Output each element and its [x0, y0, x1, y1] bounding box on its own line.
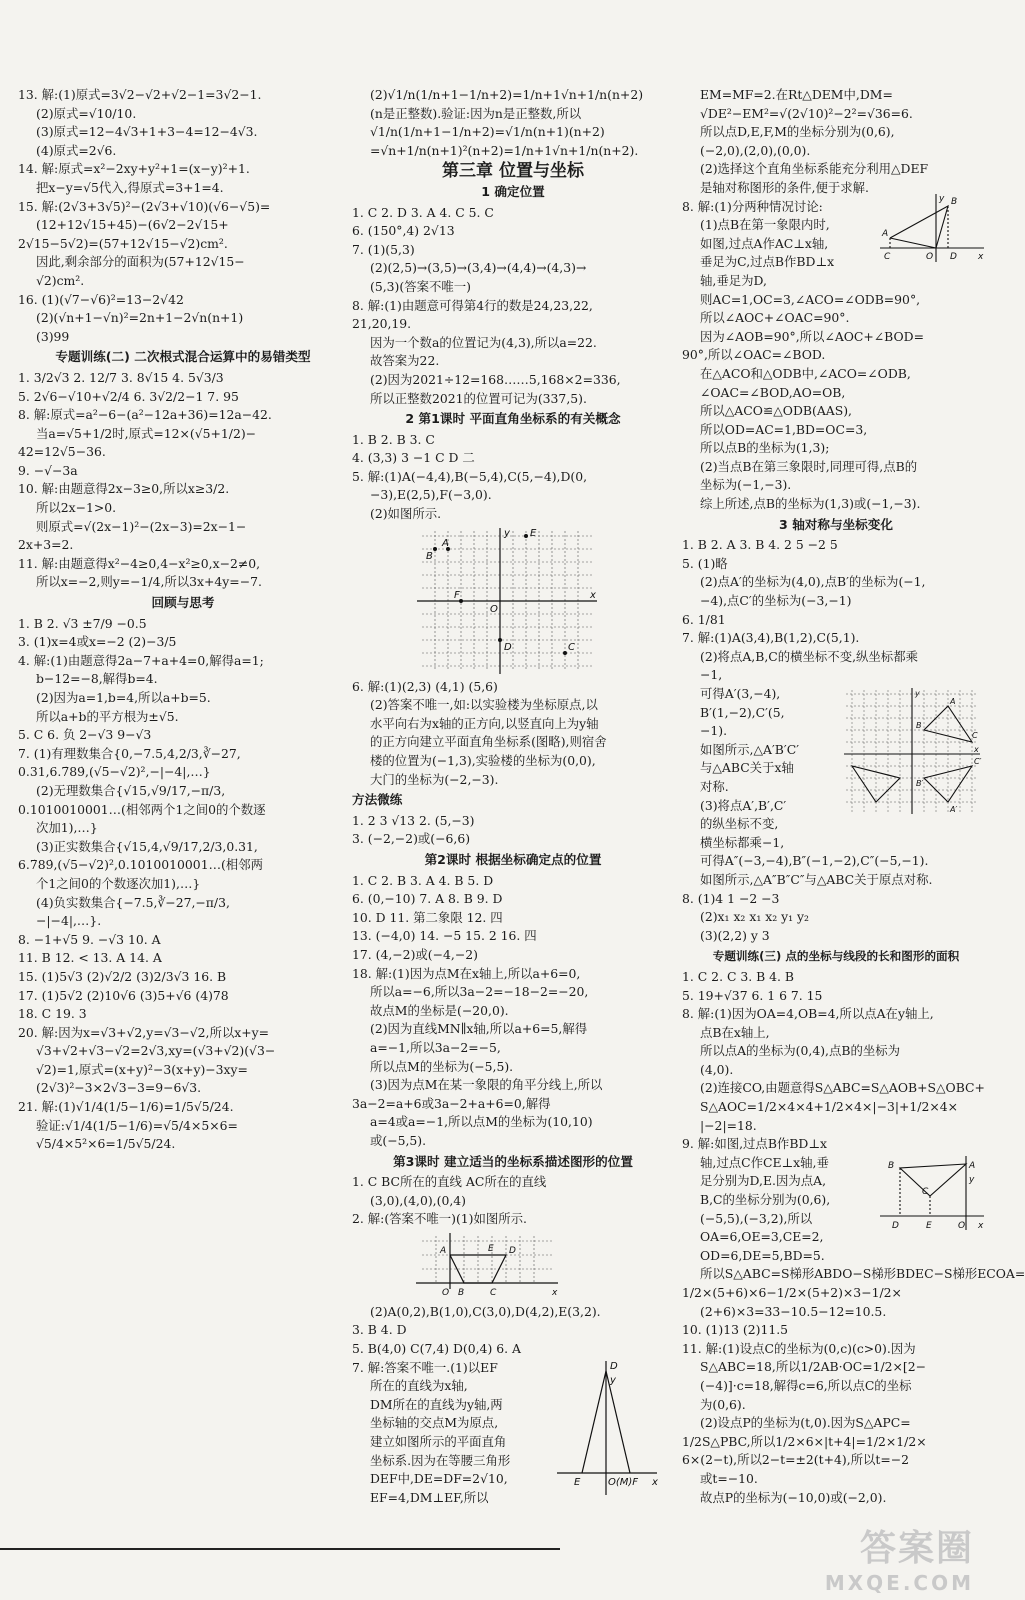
answer-line: 综上所述,点B的坐标为(1,3)或(−1,−3).: [700, 496, 921, 512]
answer-line: 9. 解:如图,过点B作BD⊥x: [682, 1136, 828, 1152]
svg-text:O: O: [442, 1287, 450, 1298]
answer-line: 则原式=√(2x−1)²−(2x−3)=2x−1−: [36, 518, 247, 534]
answer-line: B′(1,−2),C′(5,: [700, 704, 785, 720]
answer-line: (3)因为点M在某一象限的角平分线上,所以: [370, 1077, 603, 1093]
pentagon-grid-figure: [412, 1231, 562, 1301]
svg-text:y: y: [939, 194, 945, 204]
answer-line: 把x−y=√5代入,得原式=3+1=4.: [36, 179, 224, 195]
answer-line: 9. −√−3a: [18, 462, 78, 478]
svg-text:B: B: [888, 1160, 895, 1171]
answer-line: 20. 解:因为x=√3+√2,y=√3−√2,所以x+y=: [18, 1024, 270, 1040]
svg-text:x: x: [978, 1220, 984, 1231]
svg-text:E: E: [488, 1243, 494, 1254]
column-right: [682, 86, 1025, 1507]
answer-line: (2)设点P的坐标为(t,0).因为S△APC=: [700, 1415, 911, 1431]
answer-line: 17. (4,−2)或(−4,−2): [352, 946, 478, 962]
answer-line: 坐标为(−1,−3).: [700, 477, 792, 493]
answer-line: 6. 1/81: [682, 611, 726, 627]
svg-text:y: y: [915, 689, 920, 699]
answer-line: |−2|=18.: [700, 1117, 757, 1133]
answer-line: 点B在x轴上,: [700, 1024, 770, 1040]
answer-line: 18. 解:(1)因为点M在x轴上,所以a+6=0,: [352, 965, 581, 981]
svg-text:C: C: [972, 731, 978, 741]
answer-line: b−12=−8,解得b=4.: [36, 671, 158, 687]
answer-line: 或(−5,5).: [370, 1132, 427, 1148]
answer-line: 验证:√1/4(1/5−1/6)=√5/4×5×6=: [36, 1117, 238, 1133]
answer-line: 3. (1)x=4或x=−2 (2)−3/5: [18, 634, 177, 650]
answer-line: (12+12√15+45)−(6√2−2√15+: [36, 217, 229, 233]
chapter-title: 第三章 位置与坐标: [442, 161, 584, 182]
answer-line: 所以a+b的平方根为±√5.: [36, 708, 179, 724]
answer-line: DEF中,DE=DF=2√10,: [370, 1471, 508, 1487]
answer-line: 如图,过点A作AC⊥x轴,: [700, 235, 829, 251]
answer-line: 6×(2−t),所以2−t=±2(t+4),所以t=−2: [682, 1452, 910, 1468]
answer-line: 足分别为D,E.因为点A,: [700, 1173, 827, 1189]
answer-line: a=−1,所以3a−2=−5,: [370, 1039, 501, 1055]
watermark-logo: 答案圈 MXQE.COM: [824, 1528, 974, 1595]
answer-line: 3. B 4. D: [352, 1322, 407, 1338]
answer-line: (−5,5),(−3,2),所以: [700, 1210, 813, 1226]
svg-text:x: x: [978, 252, 984, 262]
answer-line: (2)无理数集合{√15,√9/17,−π/3,: [36, 782, 226, 798]
svg-text:D: D: [610, 1360, 618, 1372]
answer-line: √1/n(1/n+1−1/n+2)=√1/n(n+1)(n+2): [370, 124, 605, 140]
answer-line: 所以∠AOC+∠OAC=90°.: [700, 310, 850, 326]
answer-line: 15. 解:(2√3+3√5)²−(2√3+√10)(√6−√5)=: [18, 198, 271, 214]
svg-text:D: D: [509, 1245, 516, 1256]
svg-text:A: A: [440, 1245, 447, 1256]
answer-line: 大门的坐标为(−2,−3).: [370, 771, 499, 787]
svg-text:B: B: [426, 550, 433, 562]
answer-line: (1)点B在第一象限内时,: [700, 217, 830, 233]
answer-line: (2)选择这个直角坐标系能充分利用△DEF: [700, 161, 929, 177]
answer-line: (2)答案不唯一,如:以实验楼为坐标原点,以: [370, 697, 598, 713]
answer-line: 坐标系.因为在等腰三角形: [370, 1452, 511, 1468]
answer-line: 5. 解:(1)A(−4,4),B(−5,4),C(5,−4),D(0,: [352, 468, 588, 484]
svg-text:y: y: [969, 1174, 975, 1185]
answer-line: 水平向右为x轴的正方向,以竖直向上为y轴: [370, 715, 599, 731]
answer-line: 10. D 11. 第二象限 12. 四: [352, 909, 503, 925]
answer-line: =√n+1/n(n+1)²(n+2)=1/n+1√n+1/n(n+2).: [370, 142, 639, 158]
svg-text:x: x: [552, 1287, 558, 1298]
svg-text:D: D: [892, 1220, 899, 1231]
answer-line: 1/2S△PBC,所以1/2×6×|t+4|=1/2×1/2×: [682, 1433, 927, 1449]
answer-line: √2)=1,原式=(x+y)²−3(x+y)−3xy=: [36, 1061, 248, 1077]
answer-line: (3)将点A′,B′,C′: [700, 797, 787, 813]
answer-line: (2)√1/n(1/n+1−1/n+2)=1/n+1√n+1/n(n+2): [370, 87, 644, 102]
answer-line: 8. 解:原式=a²−6−(a²−12a+36)=12a−42.: [18, 407, 272, 423]
answer-line: (2)连接CO,由题意得S△ABC=S△AOB+S△OBC+: [700, 1080, 985, 1096]
answer-line: 21,20,19.: [352, 316, 412, 332]
answer-line: 与△ABC关于x轴: [700, 760, 794, 776]
answer-line: (2)因为直线MN∥x轴,所以a+6=5,解得: [370, 1021, 588, 1037]
answer-line: ∠OAC=∠BOD,AO=OB,: [700, 384, 846, 400]
answer-line: 所以OD=AC=1,BD=OC=3,: [700, 421, 868, 437]
answer-line: 垂足为C,过点B作BD⊥x: [700, 254, 835, 270]
answer-line: −4),点C′的坐标为(−3,−1): [700, 593, 852, 609]
section-title-area: 专题训练(三) 点的坐标与线段的长和图形的面积: [712, 949, 960, 964]
answer-line: 所以点M的坐标为(−5,5).: [370, 1058, 514, 1074]
svg-text:O: O: [958, 1220, 966, 1231]
answer-line: 90°,所以∠OAC=∠BOD.: [682, 347, 826, 363]
answer-line: (4)原式=2√6.: [36, 142, 117, 158]
answer-line: 对称.: [700, 778, 729, 794]
answer-line: √2)cm².: [36, 272, 85, 288]
section-title-coord-concepts: 2 第1课时 平面直角坐标系的有关概念: [405, 411, 621, 427]
section-title: 专题训练(二) 二次根式混合运算中的易错类型: [55, 349, 311, 365]
svg-text:E: E: [530, 527, 537, 539]
answer-line: 10. (1)13 (2)11.5: [682, 1322, 789, 1338]
answer-line: 当a=√5+1/2时,原式=12×(√5+1/2)−: [36, 425, 257, 441]
answer-line: 0.1010010001…(相邻两个1之间0的个数逐: [18, 801, 266, 817]
svg-text:B: B: [458, 1287, 465, 1298]
answer-line: (2)因为a=1,b=4,所以a+b=5.: [36, 690, 211, 705]
section-title-symmetry: 3 轴对称与坐标变化: [779, 516, 893, 532]
answer-line: 13. 解:(1)原式=3√2−√2+√2−1=3√2−1.: [18, 87, 262, 102]
answer-line: (3)原式=12−4√3+1+3−4=12−4√3.: [36, 124, 258, 140]
answer-line: 2. 解:(答案不唯一)(1)如图所示.: [352, 1211, 527, 1227]
answer-line: 所以点D,E,F,M的坐标分别为(0,6),: [700, 124, 895, 140]
answer-line: 21. 解:(1)√1/4(1/5−1/6)=1/5√5/24.: [18, 1099, 234, 1115]
svg-text:x: x: [590, 589, 596, 601]
answer-line: 所以点A的坐标为(0,4),点B的坐标为: [700, 1043, 901, 1059]
answer-line: 6.7̇89̇,(√5−√2)²,0.1010010001…(相邻两: [18, 857, 263, 873]
svg-text:C: C: [884, 252, 891, 262]
answer-line: 横坐标都乘−1,: [700, 834, 785, 850]
svg-text:A: A: [442, 537, 449, 549]
answer-line: −|−4|,…}.: [36, 913, 102, 929]
answer-line: 8. 解:(1)分两种情况讨论:: [682, 198, 823, 214]
answer-line: (2)原式=√10/10.: [36, 105, 137, 121]
answer-line: 1. C BC所在的直线 AC所在的直线: [352, 1174, 547, 1190]
answer-line: 7. (1)(5,3): [352, 241, 415, 257]
answer-line: 11. 解:由题意得x²−4≥0,4−x²≥0,x−2≠0,: [18, 555, 261, 571]
answer-line: 6. 解:(1)(2,3) (4,1) (5,6): [352, 678, 498, 694]
answer-line: 1. C 2. C 3. B 4. B: [682, 968, 795, 984]
answer-line: 1. B 2. B 3. C: [352, 431, 435, 447]
answer-line: 18. C 19. 3: [18, 1006, 87, 1022]
answer-line: 1. B 2. A 3. B 4. 2 5 −2 5: [682, 537, 838, 553]
answer-line: 3a−2=a+6或3a−2+a+6=0,解得: [352, 1095, 551, 1111]
svg-text:D: D: [504, 641, 512, 653]
answer-line: a=4或a=−1,所以点M的坐标为(10,10): [370, 1114, 593, 1130]
isosceles-triangle-figure: [552, 1357, 662, 1497]
answer-line: 5. B(4,0) C(7,4) D(0,4) 6. A: [352, 1341, 521, 1357]
answer-line: √DE²−EM²=√(2√10)²−2²=√36=6.: [700, 105, 913, 121]
answer-line: 次加1),…}: [36, 820, 98, 836]
svg-text:F: F: [454, 589, 460, 601]
section-title-locate: 1 确定位置: [481, 183, 545, 199]
answer-line: (3,0),(4,0),(0,4): [370, 1192, 466, 1208]
answer-line: (3)(2,2) y 3: [700, 927, 770, 943]
svg-text:O(M)F: O(M)F: [608, 1476, 639, 1488]
answer-line: 7. 解:答案不唯一.(1)以EF: [352, 1359, 498, 1375]
answer-line: 6. (0,−10) 7. A 8. B 9. D: [352, 891, 503, 907]
answer-line: 所以点B的坐标为(1,3);: [700, 440, 830, 456]
answer-line: (5,3)(答案不唯一): [370, 278, 471, 294]
answer-line: 1. C 2. D 3. A 4. C 5. C: [352, 204, 494, 220]
answer-line: 如图所示,△A′B′C′: [700, 741, 800, 757]
answer-line: 个1之间0的个数逐次加1),…}: [36, 875, 201, 891]
svg-text:A: A: [882, 229, 889, 239]
answer-line: (4)负实数集合{−7.5,∛−27,−π/3,: [36, 894, 230, 910]
answer-line: 轴,垂足为D,: [700, 272, 767, 288]
svg-text:B: B: [916, 721, 922, 731]
svg-text:A′: A′: [950, 805, 958, 815]
answer-line: (2)(2,5)→(3,5)→(3,4)→(4,4)→(4,3)→: [370, 260, 587, 276]
svg-text:A: A: [969, 1160, 976, 1171]
answer-line: 或t=−10.: [700, 1470, 758, 1486]
answer-line: (n是正整数).验证:因为n是正整数,所以: [370, 105, 582, 121]
answer-line: (3)正实数集合{√15,4,√9/17,2/3,0.31,: [36, 838, 258, 854]
answer-line: 11. B 12. < 13. A 14. A: [18, 950, 162, 966]
svg-text:C: C: [568, 641, 575, 653]
method-practice-title: 方法微练: [352, 792, 403, 808]
answer-line: 1/2×(5+6)×6−1/2×(5+2)×3−1/2×: [682, 1285, 902, 1300]
answer-line: 42=12√5−36.: [18, 444, 106, 460]
svg-text:O: O: [926, 252, 934, 262]
column-left: [18, 86, 348, 1154]
answer-line: 在△ACO和△ODB中,∠ACO=∠ODB,: [700, 365, 911, 381]
answer-line: (2)当点B在第三象限时,同理可得,点B的: [700, 458, 918, 474]
answer-line: (2√3)²−3×2√3−3=9−6√3.: [36, 1080, 202, 1096]
answer-line: B,C的坐标分别为(0,6),: [700, 1192, 831, 1208]
answer-line: 5. C 6. 负 2−√3 9−√3: [18, 727, 152, 743]
svg-text:O: O: [490, 603, 498, 615]
answer-line: 8. 解:(1)由题意可得第4行的数是24,23,22,: [352, 297, 593, 313]
answer-line: 可得A″(−3,−4),B″(−1,−2),C″(−5,−1).: [700, 853, 929, 869]
svg-text:B: B: [951, 197, 958, 207]
answer-line: 6. (150°,4) 2√13: [352, 223, 455, 239]
answer-line: 是轴对称图形的条件,便于求解.: [700, 179, 869, 195]
rotation-triangle-figure: [878, 192, 986, 264]
answer-line: OD=6,DE=5,BD=5.: [700, 1247, 825, 1263]
section-title-build-coords: 第3课时 建立适当的坐标系描述图形的位置: [393, 1153, 633, 1169]
answer-line: 3. (−2,−2)或(−6,6): [352, 831, 471, 847]
answer-line: 建立如图所示的平面直角: [370, 1434, 507, 1450]
answer-line: 11. 解:(1)设点C的坐标为(0,c)(c>0).因为: [682, 1340, 916, 1356]
answer-line: (2)如图所示.: [370, 506, 442, 522]
answer-line: 的正方向建立平面直角坐标系(图略),则宿舍: [370, 734, 607, 750]
answer-line: S△ABC=18,所以1/2AB·OC=1/2×[2−: [700, 1359, 927, 1375]
answer-line: 为(0,6).: [700, 1396, 746, 1412]
answer-line: 5. 2√6−√10+√2/4 6. 3√2/2−1 7. 95: [18, 388, 239, 404]
answer-line: 故点M的坐标是(−20,0).: [370, 1002, 509, 1018]
answer-line: (−4)]·c=18,解得c=6,所以点C的坐标: [700, 1377, 912, 1393]
section-title: 回顾与思考: [151, 595, 215, 611]
answer-line: (2)A(0,2),B(1,0),C(3,0),D(4,2),E(3,2).: [370, 1303, 601, 1319]
answer-line: 可得A′(3,−4),: [700, 686, 781, 701]
answer-line: 8. (1)4 1 −2 −3: [682, 890, 780, 906]
coordinate-grid-figure: [412, 526, 602, 676]
answer-line: EF=4,DM⊥EF,所以: [370, 1489, 489, 1505]
column-middle: [352, 86, 674, 1507]
answer-line: 1. B 2. √3 ±7/9 −0.5: [18, 615, 147, 631]
answer-line: (−2,0),(2,0),(0,0).: [700, 142, 811, 158]
answer-line: 坐标轴的交点M为原点,: [370, 1415, 499, 1431]
answer-line: S△AOC=1/2×4×4+1/2×4×|−3|+1/2×4×: [700, 1099, 959, 1115]
answer-line: 2√15−5√2)=(57+12√15−√2)cm².: [18, 235, 228, 251]
answer-line: 因为∠AOB=90°,所以∠AOC+∠BOD=: [700, 328, 924, 344]
answer-line: √5/4×5²×6=1/5√5/24.: [36, 1136, 176, 1152]
answer-line: 所以△ACO≌△ODB(AAS),: [700, 403, 852, 419]
svg-text:C: C: [922, 1186, 929, 1197]
answer-line: 8. 解:(1)因为OA=4,OB=4,所以点A在y轴上,: [682, 1006, 934, 1022]
answer-line: (3)99: [36, 328, 70, 344]
answer-line: 所以2x−1>0.: [36, 500, 117, 516]
answer-line: 楼的位置为(−1,3),实验楼的坐标为(0,0),: [370, 753, 596, 769]
answer-line: 16. (1)(√7−√6)²=13−2√42: [18, 291, 184, 307]
answer-line: 7. 解:(1)A(3,4),B(1,2),C(5,1).: [682, 630, 860, 646]
answer-line: −1,: [700, 667, 723, 683]
answer-line: 所以S△ABC=S梯形ABDO−S梯形BDEC−S梯形ECOA=: [700, 1266, 1025, 1282]
svg-text:C: C: [490, 1287, 497, 1298]
answer-line: 5. (1)略: [682, 555, 728, 571]
answer-line: 1. 3/2√3 2. 12/7 3. 8√15 4. 5√3/3: [18, 369, 224, 385]
answer-line: 14. 解:原式=x²−2xy+y²+1=(x−y)²+1.: [18, 161, 250, 177]
answer-line: 0.31,6.7̇89̇,(√5−√2)²,−|−4|,…}: [18, 764, 211, 780]
answer-line: 故点P的坐标为(−10,0)或(−2,0).: [700, 1489, 887, 1505]
reflection-grid-figure: [842, 686, 982, 816]
svg-text:x: x: [652, 1476, 658, 1488]
answer-line: 因此,剩余部分的面积为(57+12√15−: [36, 254, 245, 270]
answer-line: 1. 2 3 √13 2. (5,−3): [352, 812, 475, 828]
answer-line: (2)x₁ x₂ x₁ x₂ y₁ y₂: [700, 909, 809, 925]
answer-line: 8. −1+√5 9. −√3 10. A: [18, 931, 161, 947]
answer-line: 1. C 2. B 3. A 4. B 5. D: [352, 872, 494, 888]
answer-line: OA=6,OE=3,CE=2,: [700, 1229, 824, 1245]
answer-line: 因为一个数a的位置记为(4,3),所以a=22.: [370, 334, 597, 350]
svg-text:y: y: [504, 527, 510, 539]
answer-line: 10. 解:由题意得2x−3≥0,所以x≥3/2.: [18, 481, 230, 497]
svg-text:x: x: [974, 745, 979, 755]
svg-text:A: A: [950, 697, 956, 707]
answer-line: 5. 19+√37 6. 1 6 7. 15: [682, 987, 823, 1003]
answer-line: (2)(√n+1−√n)²=2n+1−2√n(n+1): [36, 310, 244, 326]
answer-line: 所以正整数2021的位置可记为(337,5).: [370, 390, 587, 406]
svg-text:E: E: [574, 1476, 581, 1488]
svg-text:B′: B′: [916, 779, 924, 789]
answer-line: (2)将点A,B,C的横坐标不变,纵坐标都乘: [700, 648, 918, 664]
area-triangle-figure: [878, 1154, 986, 1234]
answer-line: 轴,过点C作CE⊥x轴,垂: [700, 1154, 829, 1170]
answer-line: 所以x=−2,则y=−1/4,所以3x+4y=−7.: [36, 574, 262, 590]
section-title-locate-points: 第2课时 根据坐标确定点的位置: [424, 852, 602, 867]
answer-line: 17. (1)5√2 (2)10√6 (3)5+√6 (4)78: [18, 987, 229, 1003]
answer-line: EM=MF=2.在Rt△DEM中,DM=: [700, 87, 893, 102]
answer-line: 则AC=1,OC=3,∠ACO=∠ODB=90°,: [700, 291, 921, 307]
answer-line: 2x+3=2.: [18, 537, 74, 553]
answer-line: 故答案为22.: [370, 353, 440, 369]
answer-line: 13. (−4,0) 14. −5 15. 2 16. 四: [352, 928, 537, 944]
answer-line: DM所在的直线为y轴,两: [370, 1396, 503, 1412]
answer-line: 的纵坐标不变,: [700, 816, 779, 832]
answer-line: 4. (3,3) 3 −1 C D 二: [352, 450, 475, 466]
answer-line: (2)因为2021÷12=168……5,168×2=336,: [370, 371, 621, 387]
svg-text:y: y: [610, 1374, 616, 1386]
answer-line: (2)点A′的坐标为(4,0),点B′的坐标为(−1,: [700, 574, 926, 590]
answer-line: 4. 解:(1)由题意得2a−7+a+4=0,解得a=1;: [18, 652, 264, 668]
answer-line: 所以a=−6,所以3a−2=−18−2=−20,: [370, 984, 589, 1000]
answer-line: 所在的直线为x轴,: [370, 1378, 468, 1394]
svg-text:D: D: [950, 252, 957, 262]
answer-line: 15. (1)5√3 (2)√2/2 (3)2/3√3 16. B: [18, 968, 227, 984]
answer-line: (4,0).: [700, 1061, 734, 1077]
footer-rule: [0, 1548, 560, 1550]
answer-line: √3+√2+√3−√2=2√3,xy=(√3+√2)(√3−: [36, 1043, 276, 1059]
answer-line: 如图所示,△A″B″C″与△ABC关于原点对称.: [700, 871, 933, 887]
answer-line: (2+6)×3=33−10.5−12=10.5.: [700, 1303, 887, 1319]
answer-line: 7. (1)有理数集合{0,−7.5,4,2/3,∛−27,: [18, 745, 241, 761]
svg-text:E: E: [926, 1220, 932, 1231]
answer-line: −3),E(2,5),F(−3,0).: [370, 487, 492, 503]
answer-line: −1).: [700, 723, 728, 739]
svg-text:C′: C′: [974, 757, 982, 767]
